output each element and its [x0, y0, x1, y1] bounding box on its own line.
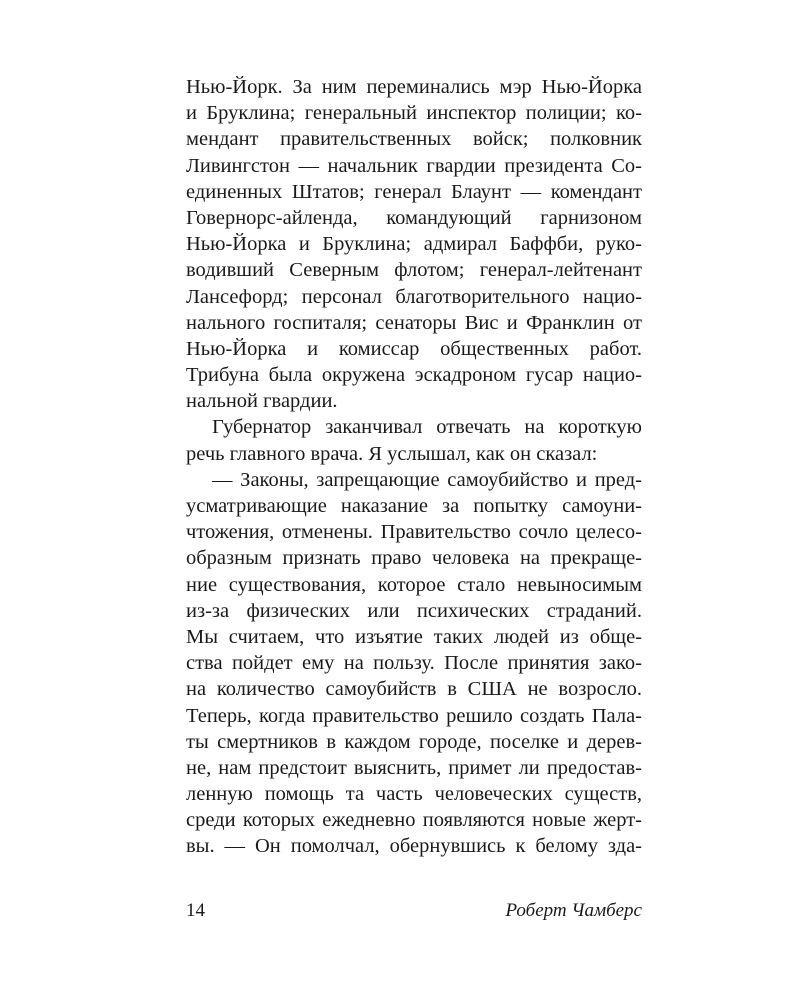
text-line: на количество самоубийств в США не возросло.: [186, 678, 642, 701]
text-line: единенных Штатов; генерал Блаунт — комендант: [186, 180, 642, 203]
text-line: Нью-Йорк. За ним переминались мэр Нью-Йорка: [186, 76, 642, 98]
text-line: Нью-Йорка и комиссар общественных работ.: [186, 337, 642, 360]
text-line: Ливингстон — начальник гвардии президента Со-: [186, 154, 642, 177]
text-line: чтожения, отменены. Правительство сочло целесо-: [186, 521, 642, 544]
running-title: Роберт Чамберс: [505, 900, 642, 921]
text-line: из-за физических или психических страданий.: [186, 599, 642, 622]
text-line: не, нам предстоит выяснить, примет ли предостав-: [186, 756, 642, 779]
page-footer: [186, 898, 642, 924]
text-line: вы. — Он помолчал, обернувшись к белому зда-: [186, 835, 642, 858]
body-text: [186, 74, 642, 860]
text-line: усматривающие наказание за попытку самоуни-: [186, 495, 642, 517]
text-line: ленную помощь та часть человеческих существ,: [186, 783, 642, 806]
text-line: Лансефорд; персонал благотворительного нацио-: [186, 285, 642, 308]
text-line: речь главного врача. Я услышал, как он сказал:: [186, 442, 598, 465]
text-line: Говернорс-айленда, командующий гарнизоном: [186, 206, 642, 229]
text-line: нального госпиталя; сенаторы Вис и Франклин от: [186, 311, 642, 334]
text-line: мендант правительственных войск; полковник: [186, 128, 642, 151]
text-line: и Бруклина; генеральный инспектор полиции; ко-: [186, 102, 642, 125]
text-line: образным признать право человека на прекраще-: [186, 547, 642, 570]
paragraph-start-line: Губернатор заканчивал отвечать на короткую: [212, 416, 642, 439]
text-line: Трибуна была окружена эскадроном гусар нацио-: [186, 364, 642, 387]
text-line: среди которых ежедневно появляются новые жерт-: [186, 809, 642, 832]
text-line: ты смертников в каждом городе, поселке и дерев-: [186, 730, 642, 753]
text-line: Мы считаем, что изъятие таких людей из обще-: [186, 625, 642, 648]
text-line: водивший Северным флотом; генерал-лейтенант: [186, 259, 642, 282]
dialogue-start-line: — Законы, запрещающие самоубийство и пред-: [212, 468, 642, 491]
text-line: ства пойдет ему на пользу. После принятия зако-: [186, 652, 642, 675]
text-line: Теперь, когда правительство решило создать Пала-: [186, 704, 642, 727]
page-number: 14: [186, 900, 205, 921]
text-line: нальной гвардии.: [186, 390, 338, 413]
text-line: ние существования, которое стало невыносимым: [186, 573, 642, 596]
text-line: Нью-Йорка и Бруклина; адмирал Баффби, руко-: [186, 233, 642, 256]
